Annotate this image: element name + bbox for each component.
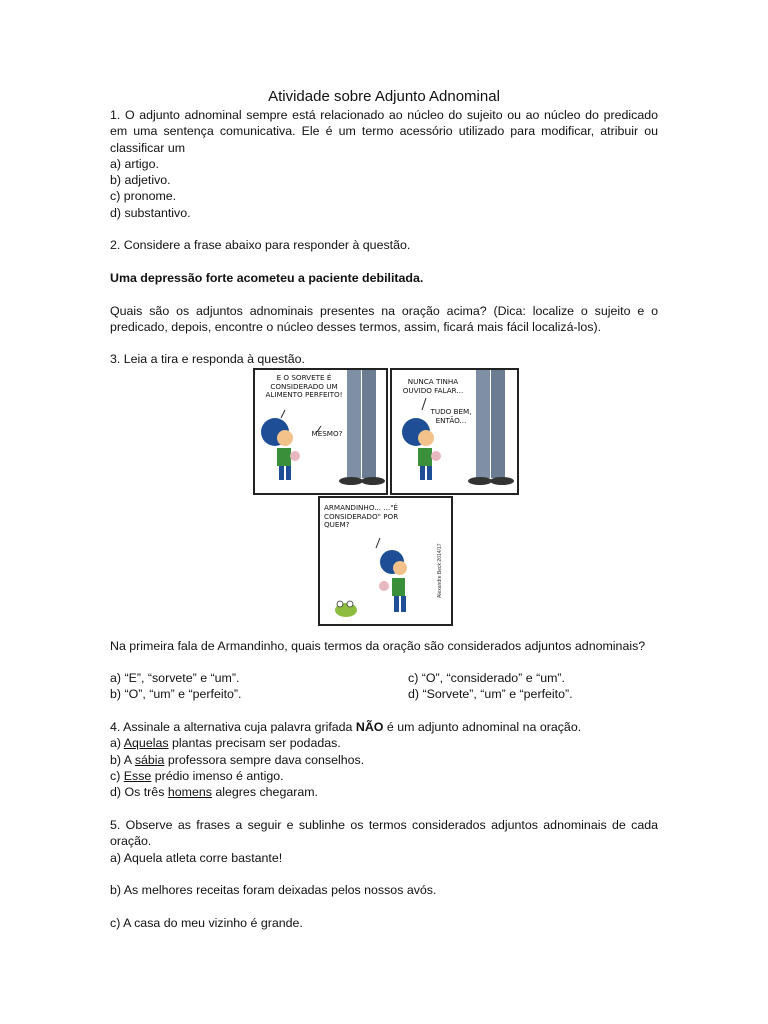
comic-panel-1 (253, 368, 388, 495)
comic-bubble-4: TUDO BEM, ENTÃO... (430, 407, 472, 425)
comic-bubble-1: E O SORVETE É CONSIDERADO UM ALIMENTO PERFEITO! (265, 373, 343, 399)
question-4 (110, 719, 658, 800)
question-1-text: 1. O adjunto adnominal sempre está relacionado ao núcleo do sujeito ou ao núcleo do predicado em uma sentença comunicativa. Ele é um termo acessório utilizado para modificar, atribuir ou classificar um (110, 108, 658, 155)
option-underlined-word: Aquelas (123, 736, 169, 751)
question-4-option-c (110, 768, 658, 784)
question-1 (110, 107, 658, 221)
option-underlined-word: homens (167, 785, 212, 800)
option-suffix: plantas precisam ser podadas. (168, 736, 341, 751)
option-underlined-word: Esse (123, 768, 152, 783)
comic-panel-3 (318, 496, 453, 626)
page-title: Atividade sobre Adjunto Adnominal (268, 88, 500, 105)
question-5-item-b: b) As melhores receitas foram deixadas pelos nossos avós. (110, 883, 437, 897)
option-suffix: prédio imenso é antigo. (151, 768, 284, 783)
question-3-text: 3. Leia a tira e responda à questão. (110, 352, 305, 366)
question-2-sentence: Uma depressão forte acometeu a paciente debilitada. (110, 271, 424, 285)
comic-panel-2 (390, 368, 519, 495)
option-suffix: professora sempre dava conselhos. (164, 752, 365, 767)
question-3-option-b: b) “O”, “um” e “perfeito”. (110, 687, 242, 702)
question-3-option-c: c) “O”, “considerado” e “um”. (408, 671, 565, 685)
option-prefix: d) Os três (110, 785, 168, 800)
question-2-text: 2. Considere a frase abaixo para responder à questão. (110, 238, 411, 252)
question-4-text-after: é um adjunto adnominal na oração. (383, 720, 582, 734)
option-prefix: a) (110, 736, 124, 751)
comic-bubble-5: ARMANDINHO... ..."É CONSIDERADO" POR QUEM? (324, 503, 399, 529)
option-underlined-word: sábia (134, 752, 165, 767)
question-1-option-d: d) substantivo. (110, 205, 191, 220)
question-2 (110, 237, 658, 253)
question-3-option-a: a) “E”, “sorvete” e “um”. (110, 671, 240, 685)
question-3-option-d: d) “Sorvete”, “um” e “perfeito”. (408, 687, 573, 702)
option-suffix: alegres chegaram. (211, 785, 319, 800)
option-prefix: c) (110, 768, 124, 783)
question-4-option-b (110, 752, 658, 768)
question-4-text (110, 719, 658, 735)
question-5-item-c: c) A casa do meu vizinho é grande. (110, 916, 303, 930)
question-3-prompt: Na primeira fala de Armandinho, quais termos da oração são considerados adjuntos adnominais? (110, 639, 646, 653)
question-1-option-b: b) adjetivo. (110, 173, 171, 188)
comic-credit: Alexandre Beck 2014/17 (437, 543, 443, 598)
question-5 (110, 817, 658, 866)
option-prefix: b) A (110, 752, 135, 767)
question-5-text: 5. Observe as frases a seguir e sublinhe os termos considerados adjuntos adnominais de cada oração. (110, 818, 658, 849)
question-2-prompt: Quais são os adjuntos adnominais presentes na oração acima? (Dica: localize o sujeito e o predicado, depois, encontre o núcleo desses termos, assim, ficará mais fácil localizá-los). (110, 304, 658, 335)
question-3-options (110, 670, 658, 703)
question-5-item-a: a) Aquela atleta corre bastante! (110, 850, 283, 865)
question-1-option-a: a) artigo. (110, 156, 159, 171)
question-4-option-a (110, 735, 658, 751)
comic-bubble-2: MESMO? (311, 429, 343, 438)
comic-bubble-3: NUNCA TINHA OUVIDO FALAR... (402, 377, 464, 395)
question-4-text-emphasis: NÃO (355, 720, 384, 734)
question-4-text-before: 4. Assinale a alternativa cuja palavra grifada (110, 720, 356, 734)
question-4-option-d (110, 784, 658, 800)
question-1-option-c: c) pronome. (110, 189, 177, 204)
